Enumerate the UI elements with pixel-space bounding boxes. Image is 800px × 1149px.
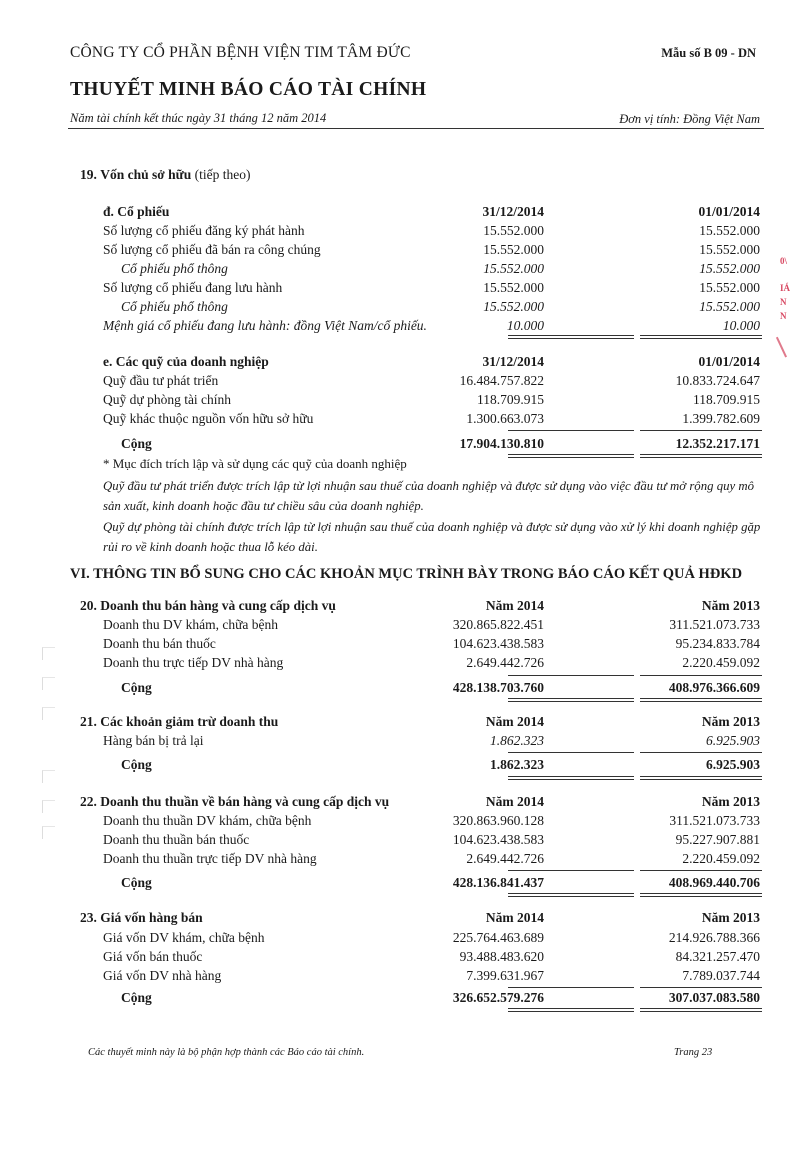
row-label: Cổ phiếu phổ thông bbox=[121, 261, 228, 276]
row-label: Giá vốn DV nhà hàng bbox=[103, 968, 222, 983]
row-value: 10.833.724.647 bbox=[675, 373, 760, 388]
row-value: 15.552.000 bbox=[699, 280, 760, 295]
subtotal-rule bbox=[640, 752, 762, 753]
total-value: 326.652.579.276 bbox=[452, 990, 544, 1005]
total-value: 408.976.366.609 bbox=[668, 680, 760, 695]
company-name: CÔNG TY CỔ PHẦN BỆNH VIỆN TIM TÂM ĐỨC bbox=[70, 44, 411, 61]
column-header: Năm 2013 bbox=[701, 714, 760, 729]
row-value: 15.552.000 bbox=[483, 280, 544, 295]
page-number: Trang 23 bbox=[674, 1047, 713, 1058]
row-value: 104.623.438.583 bbox=[452, 636, 544, 651]
table-row bbox=[0, 813, 800, 832]
total-label: Cộng bbox=[121, 757, 152, 772]
scan-margin-mark bbox=[42, 826, 55, 839]
subsection-title: đ. Cổ phiếu bbox=[103, 204, 170, 219]
row-value: 15.552.000 bbox=[483, 299, 544, 314]
section-title-suffix: (tiếp theo) bbox=[191, 167, 251, 182]
row-label: Số lượng cổ phiếu đã bán ra công chúng bbox=[103, 242, 321, 257]
table-row bbox=[0, 617, 800, 636]
table-row bbox=[0, 373, 800, 392]
section-title-bold: Vốn chủ sở hữu bbox=[100, 167, 192, 182]
row-value: 95.234.833.784 bbox=[675, 636, 760, 651]
total-double-rule bbox=[640, 776, 762, 780]
total-double-rule bbox=[640, 335, 762, 339]
table-row bbox=[0, 733, 800, 752]
row-label: Giá vốn bán thuốc bbox=[103, 949, 203, 964]
total-double-rule bbox=[640, 1008, 762, 1012]
section-21-title: 21. Các khoản giảm trừ doanh thu bbox=[80, 714, 279, 729]
row-value: 15.552.000 bbox=[699, 261, 760, 276]
table-row bbox=[0, 851, 800, 870]
total-label: Cộng bbox=[121, 875, 152, 890]
row-label: Doanh thu DV khám, chữa bệnh bbox=[103, 617, 279, 632]
row-value: 15.552.000 bbox=[483, 223, 544, 238]
row-value: 1.862.323 bbox=[490, 733, 544, 748]
row-label: Số lượng cổ phiếu đang lưu hành bbox=[103, 280, 283, 295]
row-value: 15.552.000 bbox=[483, 261, 544, 276]
scan-margin-mark bbox=[42, 677, 55, 690]
total-row bbox=[0, 875, 800, 894]
section-20-title: 20. Doanh thu bán hàng và cung cấp dịch vụ bbox=[80, 598, 336, 613]
row-label: Doanh thu bán thuốc bbox=[103, 636, 216, 651]
row-label: Số lượng cổ phiếu đăng ký phát hành bbox=[103, 223, 305, 238]
total-label: Cộng bbox=[121, 680, 152, 695]
table-header-row bbox=[0, 794, 800, 813]
total-double-rule bbox=[508, 454, 634, 458]
row-value: 118.709.915 bbox=[477, 392, 544, 407]
total-double-rule bbox=[640, 454, 762, 458]
table-row bbox=[0, 832, 800, 851]
column-header: Năm 2013 bbox=[701, 794, 760, 809]
subtotal-rule bbox=[508, 430, 634, 431]
table-header-row bbox=[0, 204, 800, 223]
subsection-title: e. Các quỹ của doanh nghiệp bbox=[103, 354, 269, 369]
column-header: Năm 2013 bbox=[701, 910, 760, 925]
row-value: 15.552.000 bbox=[699, 299, 760, 314]
table-row bbox=[0, 299, 800, 318]
fiscal-year: Năm tài chính kết thúc ngày 31 tháng 12 năm 2014 bbox=[70, 111, 327, 125]
column-header: Năm 2014 bbox=[485, 598, 544, 613]
total-double-rule bbox=[508, 893, 634, 897]
footer-note: Các thuyết minh này là bộ phận hợp thành các Báo cáo tài chính. bbox=[88, 1047, 365, 1058]
total-value: 307.037.083.580 bbox=[668, 990, 760, 1005]
row-value: 118.709.915 bbox=[693, 392, 760, 407]
subtotal-rule bbox=[640, 675, 762, 676]
row-label: Giá vốn DV khám, chữa bệnh bbox=[103, 930, 265, 945]
table-row bbox=[0, 930, 800, 949]
stamp-fragment: 0\ bbox=[780, 256, 788, 266]
row-value: 2.649.442.726 bbox=[466, 851, 544, 866]
row-value: 6.925.903 bbox=[706, 733, 760, 748]
row-value: 320.865.822.451 bbox=[452, 617, 544, 632]
row-value: 214.926.788.366 bbox=[668, 930, 760, 945]
total-double-rule bbox=[508, 1008, 634, 1012]
column-header: Năm 2013 bbox=[701, 598, 760, 613]
table-row bbox=[0, 949, 800, 968]
table-row bbox=[0, 280, 800, 299]
column-header: Năm 2014 bbox=[485, 794, 544, 809]
row-value: 1.399.782.609 bbox=[682, 411, 760, 426]
row-value: 1.300.663.073 bbox=[466, 411, 544, 426]
scan-margin-mark bbox=[42, 707, 55, 720]
total-double-rule bbox=[640, 698, 762, 702]
row-label: Mệnh giá cổ phiếu đang lưu hành: đồng Việt Nam/cổ phiếu. bbox=[103, 318, 427, 333]
row-value: 2.649.442.726 bbox=[466, 655, 544, 670]
row-label: Doanh thu thuần DV khám, chữa bệnh bbox=[103, 813, 312, 828]
total-value: 1.862.323 bbox=[490, 757, 544, 772]
section-number: 19. bbox=[80, 167, 97, 182]
section-22-title: 22. Doanh thu thuần về bán hàng và cung cấp dịch vụ bbox=[80, 794, 390, 809]
stamp-fragment: IÁ bbox=[780, 283, 791, 293]
row-value: 225.764.463.689 bbox=[452, 930, 544, 945]
row-label: Quỹ dự phòng tài chính bbox=[103, 392, 232, 407]
total-double-rule bbox=[508, 698, 634, 702]
subtotal-rule bbox=[508, 870, 634, 871]
scan-margin-mark bbox=[42, 770, 55, 783]
table-row bbox=[0, 655, 800, 674]
stamp-fragment: N bbox=[780, 297, 787, 307]
table-row bbox=[0, 968, 800, 987]
row-value: 2.220.459.092 bbox=[682, 851, 760, 866]
row-label: Doanh thu thuần trực tiếp DV nhà hàng bbox=[103, 851, 317, 866]
column-header: Năm 2014 bbox=[485, 910, 544, 925]
row-value: 15.552.000 bbox=[699, 242, 760, 257]
total-double-rule bbox=[640, 893, 762, 897]
column-header: Năm 2014 bbox=[485, 714, 544, 729]
row-value: 320.863.960.128 bbox=[452, 813, 544, 828]
total-row bbox=[0, 990, 800, 1009]
total-value: 428.138.703.760 bbox=[452, 680, 544, 695]
subtotal-rule bbox=[508, 987, 634, 988]
subtotal-rule bbox=[508, 675, 634, 676]
subtotal-rule bbox=[640, 870, 762, 871]
row-value: 95.227.907.881 bbox=[675, 832, 760, 847]
note-heading: * Mục đích trích lập và sử dụng các quỹ của doanh nghiệp bbox=[103, 456, 407, 471]
total-label: Cộng bbox=[121, 990, 152, 1005]
scan-margin-mark bbox=[42, 800, 55, 813]
table-row bbox=[0, 223, 800, 242]
currency-unit: Đơn vị tính: Đồng Việt Nam bbox=[619, 112, 760, 126]
section-19-title bbox=[80, 167, 250, 183]
subtotal-rule bbox=[640, 987, 762, 988]
column-header: 31/12/2014 bbox=[482, 204, 544, 219]
total-value: 12.352.217.171 bbox=[675, 436, 760, 451]
row-value: 311.521.073.733 bbox=[669, 617, 760, 632]
row-label: Cổ phiếu phổ thông bbox=[121, 299, 228, 314]
row-value: 15.552.000 bbox=[699, 223, 760, 238]
table-header-row bbox=[0, 598, 800, 617]
row-value: 10.000 bbox=[506, 318, 544, 333]
row-value: 16.484.757.822 bbox=[459, 373, 544, 388]
table-row bbox=[0, 242, 800, 261]
table-row bbox=[0, 392, 800, 411]
table-row bbox=[0, 261, 800, 280]
row-value: 7.789.037.744 bbox=[682, 968, 760, 983]
row-label: Quỹ đầu tư phát triển bbox=[103, 373, 219, 388]
row-value: 2.220.459.092 bbox=[682, 655, 760, 670]
total-label: Cộng bbox=[121, 436, 152, 451]
column-header: 01/01/2014 bbox=[698, 204, 760, 219]
form-number: Mẫu số B 09 - DN bbox=[661, 46, 756, 60]
section-23-title: 23. Giá vốn hàng bán bbox=[80, 910, 203, 925]
column-header: 31/12/2014 bbox=[482, 354, 544, 369]
total-row bbox=[0, 757, 800, 776]
total-double-rule bbox=[508, 335, 634, 339]
document-title: THUYẾT MINH BÁO CÁO TÀI CHÍNH bbox=[70, 79, 427, 100]
subtotal-rule bbox=[640, 430, 762, 431]
total-row bbox=[0, 680, 800, 699]
subtotal-rule bbox=[508, 752, 634, 753]
table-header-row bbox=[0, 354, 800, 373]
row-label: Quỹ khác thuộc nguồn vốn hữu sở hữu bbox=[103, 411, 314, 426]
scan-margin-mark bbox=[42, 647, 55, 660]
row-value: 84.321.257.470 bbox=[675, 949, 760, 964]
row-value: 93.488.483.620 bbox=[459, 949, 544, 964]
row-label: Hàng bán bị trả lại bbox=[103, 733, 204, 748]
stamp-fragment: N bbox=[780, 311, 787, 321]
row-value: 104.623.438.583 bbox=[452, 832, 544, 847]
row-value: 311.521.073.733 bbox=[669, 813, 760, 828]
row-value: 15.552.000 bbox=[483, 242, 544, 257]
total-double-rule bbox=[508, 776, 634, 780]
note-paragraph-reserve-fund: Quỹ dự phòng tài chính được trích lập từ lợi nhuận sau thuế của doanh nghiệp và được sử dụng vào xử lý khi doanh nghiệp gặp rủi ro về kinh doanh hoặc thua lỗ kéo dài. bbox=[103, 520, 761, 554]
row-value: 10.000 bbox=[722, 318, 760, 333]
header-divider bbox=[68, 128, 764, 129]
note-paragraph-development-fund: Quỹ đầu tư phát triển được trích lập từ lợi nhuận sau thuế của doanh nghiệp và được sử dụng vào việc đầu tư mở rộng quy mô sản xuất, kinh doanh hoặc đầu tư chiều sâu của doanh nghiệp. bbox=[103, 479, 755, 513]
table-header-row bbox=[0, 910, 800, 929]
total-value: 428.136.841.437 bbox=[452, 875, 544, 890]
table-row bbox=[0, 636, 800, 655]
total-value: 17.904.130.810 bbox=[459, 436, 544, 451]
row-label: Doanh thu thuần bán thuốc bbox=[103, 832, 250, 847]
total-row bbox=[0, 436, 800, 455]
total-value: 6.925.903 bbox=[706, 757, 760, 772]
row-value: 7.399.631.967 bbox=[466, 968, 544, 983]
table-header-row bbox=[0, 714, 800, 733]
table-row bbox=[0, 411, 800, 430]
section-vi-title: VI. THÔNG TIN BỔ SUNG CHO CÁC KHOẢN MỤC TRÌNH BÀY TRONG BÁO CÁO KẾT QUẢ HĐKD bbox=[70, 566, 743, 582]
total-value: 408.969.440.706 bbox=[668, 875, 760, 890]
row-label: Doanh thu trực tiếp DV nhà hàng bbox=[103, 655, 284, 670]
column-header: 01/01/2014 bbox=[698, 354, 760, 369]
